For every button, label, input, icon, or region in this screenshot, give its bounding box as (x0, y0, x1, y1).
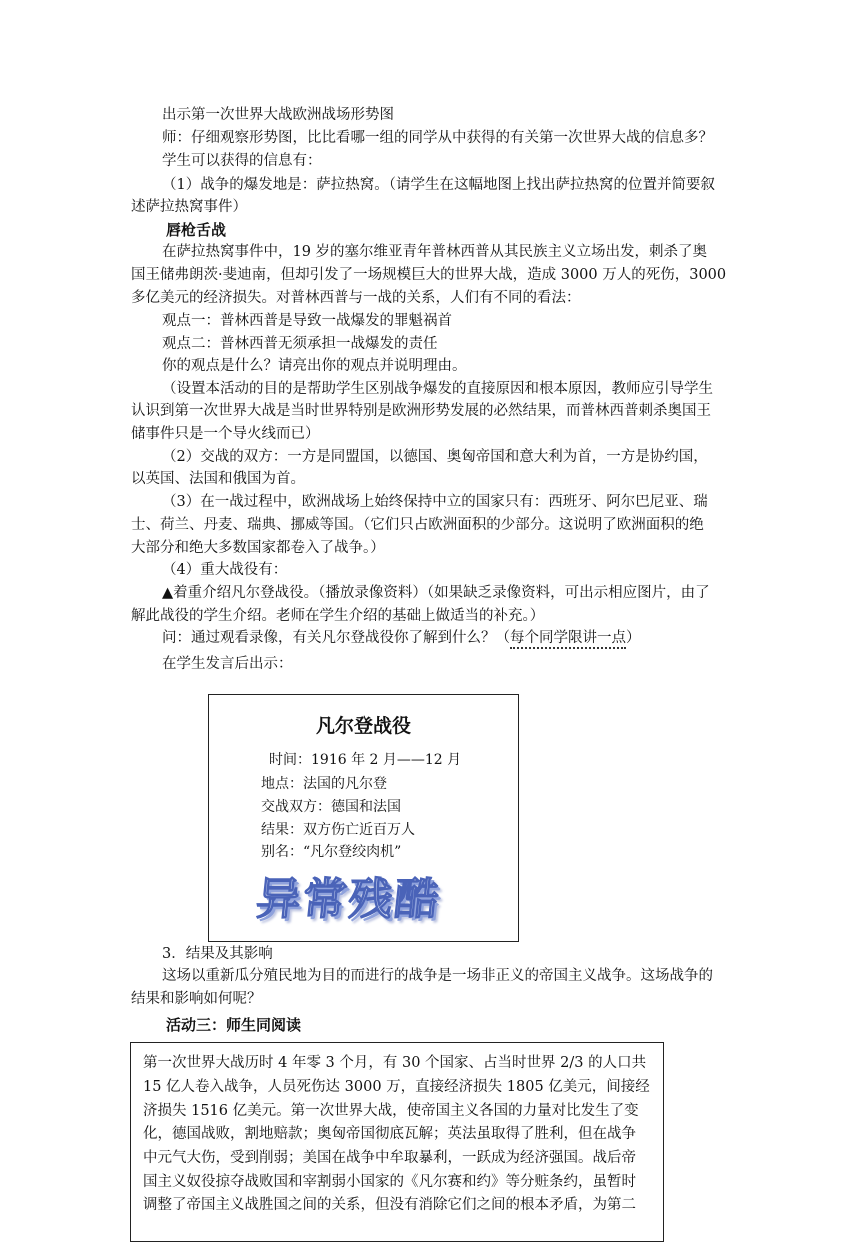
verdun-question-close: ） (626, 630, 641, 646)
section-3-paragraph-line: 这场以重新瓜分殖民地为目的而进行的战争是一场非正义的帝国主义战争。这场战争的 (162, 968, 713, 984)
word-art-cruel: 异常残酷 (253, 874, 444, 925)
reading-line: 济损失 1516 亿美元。第一次世界大战，使帝国主义各国的力量对比发生了变 (143, 1103, 639, 1119)
section-heading-activity-3: 活动三：师生同阅读 (166, 1016, 302, 1034)
section-3-title: 3．结果及其影响 (162, 946, 273, 962)
reading-box (130, 1042, 664, 1242)
teacher-question: 师：仔细观察形势图，比比看哪一组的同学从中获得的有关第一次世界大战的信息多？ (162, 130, 713, 146)
point-3-line: （3）在一战过程中，欧洲战场上始终保持中立的国家只有：西班牙、阿尔巴尼亚、瑞 (162, 494, 708, 510)
point-2-line: （2）交战的双方：一方是同盟国，以德国、奥匈帝国和意大利为首，一方是协约国， (162, 449, 708, 465)
reading-line: 调整了帝国主义战胜国之间的关系，但没有消除它们之间的根本矛盾，为第二 (143, 1197, 636, 1213)
point-1-line: 述萨拉热窝事件） (131, 199, 247, 215)
debate-question: 你的观点是什么？请亮出你的观点并说明理由。 (162, 358, 467, 374)
point-3-line: 士、荷兰、丹麦、瑞典、挪威等国。（它们只占欧洲面积的少部分。这说明了欧洲面积的绝 (131, 517, 704, 533)
point-4-line: （4）重大战役有： (162, 562, 288, 578)
debate-paragraph-line: 多亿美元的经济损失。对普林西普与一战的关系，人们有不同的看法： (131, 290, 581, 306)
verdun-time: 时间：1916 年 2 月——12 月 (269, 752, 462, 768)
viewpoint-one: 观点一：普林西普是导致一战爆发的罪魁祸首 (162, 313, 452, 329)
verdun-question-text: 问：通过观看录像，有关凡尔登战役你了解到什么？（ (162, 630, 510, 646)
intro-line: 学生可以获得的信息有： (162, 153, 322, 169)
section-3-paragraph-line: 结果和影响如何呢？ (131, 991, 262, 1007)
reading-line: 化，德国战败，割地赔款；奥匈帝国彻底瓦解；英法虽取得了胜利，但在战争 (143, 1126, 636, 1142)
teacher-note-line: 认识到第一次世界大战是当时世界特别是欧洲形势发展的必然结果，而普林西普刺杀奥国王 (131, 403, 711, 419)
reading-line: 15 亿人卷入战争，人员死伤达 3000 万，直接经济损失 1805 亿美元，间接经 (143, 1079, 650, 1095)
show-after-line: 在学生发言后出示： (162, 656, 293, 672)
debate-paragraph-line: 在萨拉热窝事件中，19 岁的塞尔维亚青年普林西普从其民族主义立场出发，刺杀了奥 (162, 244, 708, 260)
point-4-detail-line: ▲着重介绍凡尔登战役。（播放录像资料）（如果缺乏录像资料，可出示相应图片，由了 (162, 585, 710, 601)
teacher-note-line: （设置本活动的目的是帮助学生区别战争爆发的直接原因和根本原因，教师应引导学生 (162, 381, 713, 397)
verdun-sides: 交战双方：德国和法国 (261, 799, 401, 815)
reading-line: 中元气大伤，受到削弱；美国在战争中牟取暴利，一跃成为经济强国。战后帝 (143, 1150, 636, 1166)
viewpoint-two: 观点二：普林西普无须承担一战爆发的责任 (162, 336, 438, 352)
verdun-info-box (208, 694, 519, 942)
point-1-line: （1）战争的爆发地是：萨拉热窝。（请学生在这幅地图上找出萨拉热窝的位置并简要叙 (162, 177, 715, 193)
reading-line: 第一次世界大战历时 4 年零 3 个月，有 30 个国家、占当时世界 2/3 的人口共 (143, 1055, 647, 1071)
verdun-question (162, 627, 641, 649)
verdun-alias: 别名：“凡尔登绞肉机” (261, 844, 402, 860)
teacher-note-line: 储事件只是一个导火线而已） (131, 426, 320, 442)
point-3-line: 大部分和绝大多数国家都卷入了战争。） (131, 540, 385, 556)
point-4-detail-line: 解此战役的学生介绍。老师在学生介绍的基础上做适当的补充。） (131, 608, 545, 624)
emphasis-dotted-text: 每个同学限讲一点 (510, 630, 626, 649)
intro-line: 出示第一次世界大战欧洲战场形势图 (162, 107, 394, 123)
verdun-box-title: 凡尔登战役 (315, 715, 411, 737)
verdun-place: 地点：法国的凡尔登 (261, 776, 387, 792)
section-heading-debate: 唇枪舌战 (166, 221, 227, 239)
reading-line: 国主义奴役掠夺战败国和宰割弱小国家的《凡尔赛和约》等分赃条约，虽暂时 (143, 1174, 636, 1190)
point-2-line: 以英国、法国和俄国为首。 (131, 471, 305, 487)
debate-paragraph-line: 国王储弗朗茨·斐迪南，但却引发了一场规模巨大的世界大战，造成 3000 万人的死伤，3000 (131, 267, 727, 283)
verdun-result: 结果：双方伤亡近百万人 (261, 822, 415, 838)
